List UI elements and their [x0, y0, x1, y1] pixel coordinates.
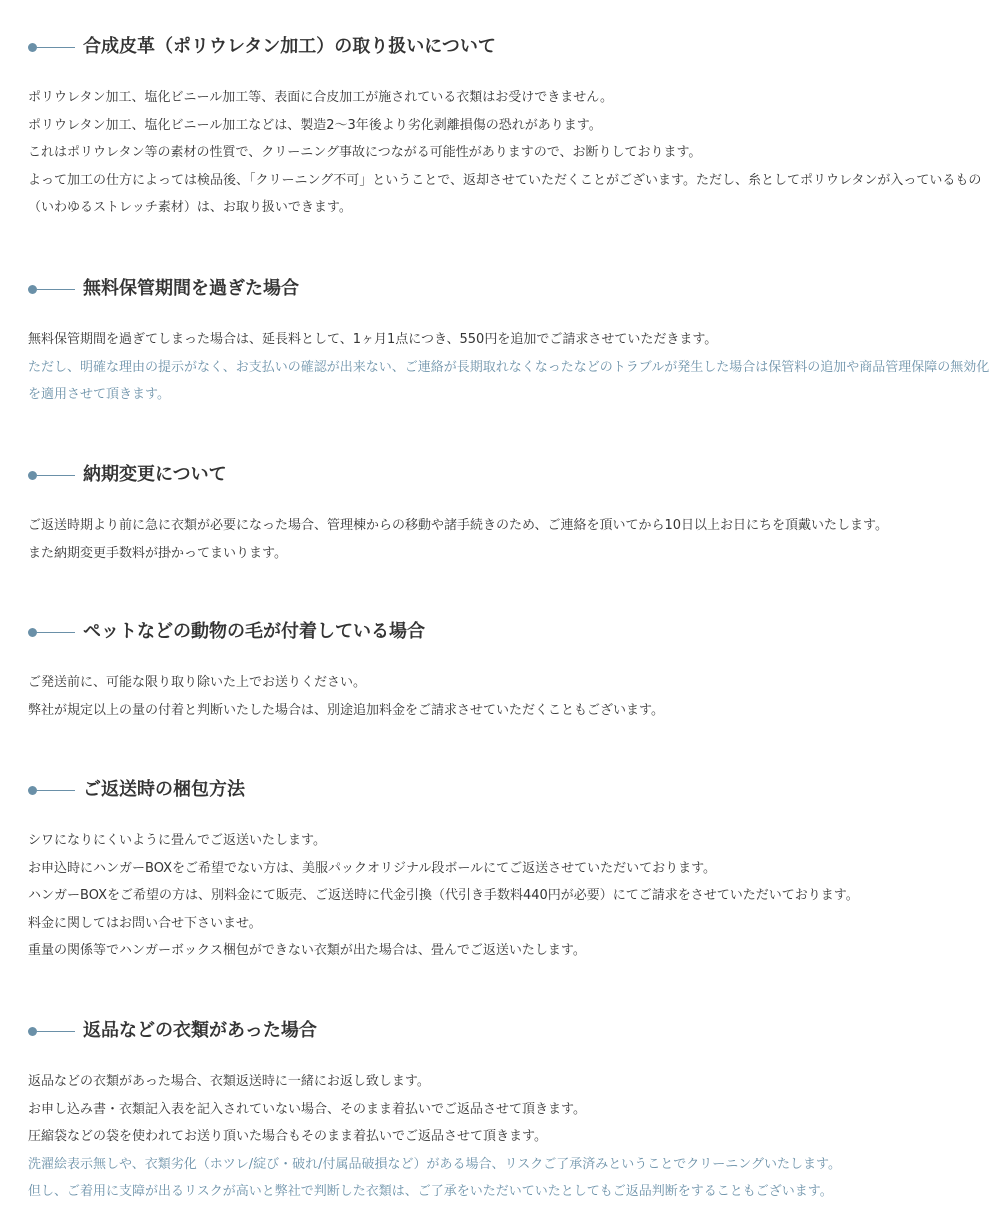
section-heading: [28, 274, 988, 304]
bullet-line-icon: [37, 790, 75, 791]
paragraph-line: よって加工の仕方によっては検品後、「クリーニング不可」ということで、返却させていただくことがございます。ただし、糸としてポリウレタンが入っているもの（いわゆるストレッチ素材）は、お取り扱いできます。: [28, 172, 982, 215]
section-title: 納期変更について: [83, 464, 227, 485]
bullet-line-icon: [37, 475, 75, 476]
section-heading: [28, 1016, 988, 1046]
paragraph-line-highlighted: 洗濯絵表示無しや、衣類劣化（ホツレ/綻び・破れ/付属品破損など）がある場合、リスクご了承済みということでクリーニングいたします。: [28, 1156, 841, 1172]
paragraph-line: 無料保管期間を過ぎてしまった場合は、延長料として、1ヶ月1点につき、550円を追加でご請求させていただきます。: [28, 332, 718, 347]
section-title: 無料保管期間を過ぎた場合: [83, 278, 299, 299]
paragraph-line: シワになりにくいように畳んでご返送いたします。: [28, 833, 326, 848]
section-heading: [28, 775, 988, 805]
paragraph-line: これはポリウレタン等の素材の性質で、クリーニング事故につながる可能性がありますので、お断りしております。: [28, 145, 702, 160]
bullet-dot-icon: [28, 471, 37, 480]
paragraph-line: お申し込み書・衣類記入表を記入されていない場合、そのまま着払いでご返品させて頂きます。: [28, 1101, 586, 1117]
paragraph-line: お申込時にハンガーBOXをご希望でない方は、美服パックオリジナル段ボールにてご返送させていただいております。: [28, 860, 717, 876]
bullet-line-icon: [37, 1031, 75, 1032]
paragraph-line-highlighted: ただし、明確な理由の提示がなく、お支払いの確認が出来ない、ご連絡が長期取れなくなったなどのトラブルが発生した場合は保管料の追加や商品管理保障の無効化を適用させて頂きます。: [28, 359, 990, 402]
section-body: [28, 669, 998, 724]
section-title: 返品などの衣類があった場合: [83, 1020, 317, 1041]
section-heading: [28, 32, 988, 62]
paragraph-line: ご発送前に、可能な限り取り除いた上でお送りください。: [28, 675, 367, 690]
section-body: [28, 512, 998, 567]
section-title: ご返送時の梱包方法: [83, 779, 245, 800]
paragraph-line: 料金に関してはお問い合せ下さいませ。: [28, 915, 262, 931]
bullet-dot-icon: [28, 628, 37, 637]
section-body: [28, 827, 998, 965]
paragraph-line: ハンガーBOXをご希望の方は、別料金にて販売、ご返送時に代金引換（代引き手数料440円が必要）にてご請求をさせていただいております。: [28, 888, 859, 903]
bullet-dot-icon: [28, 786, 37, 795]
paragraph-line: ポリウレタン加工、塩化ビニール加工などは、製造2〜3年後より劣化剥離損傷の恐れがあります。: [28, 117, 602, 133]
paragraph-line: また納期変更手数料が掛かってまいります。: [28, 545, 287, 561]
paragraph-line: 圧縮袋などの袋を使われてお送り頂いた場合もそのまま着払いでご返品させて頂きます。: [28, 1129, 547, 1144]
paragraph-line: 弊社が規定以上の量の付着と判断いたした場合は、別途追加料金をご請求させていただくこともございます。: [28, 702, 664, 718]
bullet-dot-icon: [28, 285, 37, 294]
bullet-line-icon: [37, 289, 75, 290]
section-title: ペットなどの動物の毛が付着している場合: [83, 621, 425, 642]
paragraph-line: 返品などの衣類があった場合、衣類返送時に一緒にお返し致します。: [28, 1074, 430, 1089]
bullet-line-icon: [37, 632, 75, 633]
bullet-line-icon: [37, 47, 75, 48]
bullet-dot-icon: [28, 1027, 37, 1036]
paragraph-line: ご返送時期より前に急に衣類が必要になった場合、管理棟からの移動や諸手続きのため、ご連絡を頂いてから10日以上お日にちを頂戴いたします。: [28, 518, 888, 533]
paragraph-line-highlighted: 但し、ご着用に支障が出るリスクが高いと弊社で判断した衣類は、ご了承をいただいていたとしてもご返品判断をすることもございます。: [28, 1184, 833, 1199]
section-heading: [28, 617, 988, 647]
section-heading: [28, 460, 988, 490]
paragraph-line: 重量の関係等でハンガーボックス梱包ができない衣類が出た場合は、畳んでご返送いたします。: [28, 943, 586, 958]
section-body: [28, 326, 998, 409]
section-title: 合成皮革（ポリウレタン加工）の取り扱いについて: [83, 36, 496, 57]
paragraph-line: ポリウレタン加工、塩化ビニール加工等、表面に合皮加工が施されている衣類はお受けできません。: [28, 90, 614, 105]
section-body: [28, 1068, 998, 1206]
section-body: [28, 84, 998, 222]
bullet-dot-icon: [28, 43, 37, 52]
